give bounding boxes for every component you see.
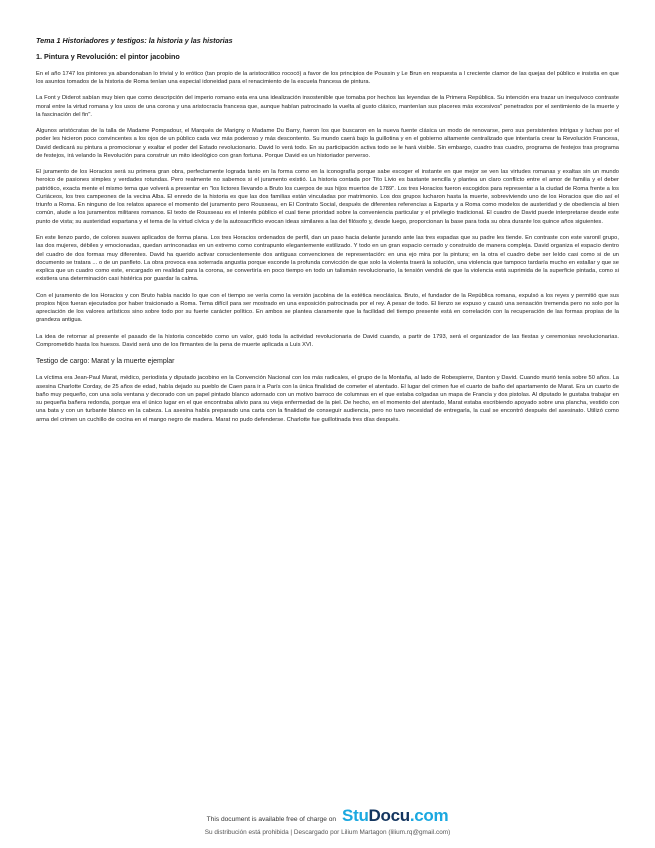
page-footer xyxy=(0,806,655,836)
document-title: Tema 1 Historiadores y testigos: la historia y las historias xyxy=(36,36,233,45)
section-heading: 1. Pintura y Revolución: el pintor jacobino xyxy=(36,52,180,62)
paragraph: El juramento de los Horacios será su primera gran obra, perfectamente lograda tanto en la forma como en la iconografía porque sabe escoger el instante en que mejor se ven las virtudes romanas y exaltas sin un mundo heroico de pasiones simples y verdades rotundas. Pero realmente no sabemos si el juramento existió. La historia contada por Tito Livio es bastante sencilla y plantea un claro conflicto entre el amor de familia y el deber patriótico, exacta mente el mismo tema que volverá a presentar en "los lictores llevando a Bruto los cuerpos de sus hijos muertos de 1789". Los tres Horacios fueron escogidos para representar a la ciudad de Roma frente a los Curiáceos, los tres campeones de la vecina Alba. El enredo de la historia es que las dos familias están vinculadas por matrimonio. Los dos grupos lucharon hasta la muerte, sobreviviendo uno de los Horacios que dio así el triunfo a Roma. En ninguno de los relatos aparece el momento del juramento pero Rousseau, en El Contrato Social, después de diferentes referencias a Esparta y a Roma como modelos de austeridad y de obediencia al bien común, alude a los juramentos militares romanos. El texto de Rousseau es el interés público el cual tiene prioridad sobre la conveniencia particular y el privilegio tradicional. El cuadro de David puede interpretarse desde este punto de vista; su austeridad espartana y el tema de la virtud cívica y de la autosacrificio evocan ideas similares a las del filósofo y, desde luego, proporcionan la base para toda su obra durante los quince años siguientes. xyxy=(36,169,619,225)
section-heading: Testigo de cargo: Marat y la muerte ejemplar xyxy=(36,358,175,366)
paragraph: Algunos aristócratas de la talla de Madame Pompadour, el Marqués de Marigny o Madame Du Barry, fueron los que buscaron en la nueva fuente clásica un modo de renovarse, pero sus persistentes intrigas y luchas por el poder les hicieron poco convincentes a los ojos de un público cada vez más poderoso y más descontento. Su mundo caerá bajo la guillotina y en el gobierno altamente centralizado que intentaría crear la Revolución Francesa, David dedicará su pintura a promocionar y exaltar el poder del Estado revolucionario. David lo verá todo. En su participación activa todo se le hará visible. Sin embargo, cuadro tras cuadro, programa de festejos tras programa de festejos, irá velando la Revolución para construir un mito ideológico con gran fortuna. Porque David es un historiador perverso. xyxy=(36,128,619,159)
brand-part: .com xyxy=(409,806,449,825)
footer-line xyxy=(207,806,449,826)
document-page xyxy=(36,36,619,432)
paragraph: En el año 1747 los pintores ya abandonaban lo trivial y lo erótico (tan propio de la aristocrático rococó) a favor de los principios de Poussin y Le Brun en respuesta a l creciente clamor de las quejas del público e insistia en que los asuntos tomados de la historia de Roma tenían una especial idoneidad para el renacimiento de la escuela francesa de pintura. xyxy=(36,70,619,85)
paragraph: La víctima era Jean-Paul Marat, médico, periodista y diputado jacobino en la Convención Nacional con los más radicales, el grupo de la Montaña, al lado de Robespierre, Danton y David. Cuando murió tenía sobre 50 años. La asesina Charlotte Corday, de 25 años de edad, había dejado su pueblo de Caen para ir a París con la única finalidad de cometer el atentado. El lugar del crimen fue el cuarto de baño del apartamento de Marat. Era un cuarto de baño muy pequeño, con una sola ventana y decorado con un papel pintado blanco adornado con un motivo barroco de columnas en el que estaba colgadas un mapa de Francia y dos pistolas. Al diputado le gustaba trabajar en su pequeña bañera redonda, porque era el único lugar en el que encontraba alivio para su vieja enfermedad de la piel. De hecho, en el momento del atentado, Marat estaba escribiendo apoyado sobre una plancha, vestido con una bata y con un turbante blanco en la cabeza. La asesina había preparado una carta con la finalidad de conseguir audiencia, pero no tuvo necesidad de entregarla, la cual se encontró después del asesinato. Utilizó como arma del crimen un cuchillo de cocina en el mango negro de madera. Marat no pudo defenderse. Charlotte fue guillotinada tres días después. xyxy=(36,375,619,423)
paragraph: En este lienzo pardo, de colores suaves aplicados de forma plana. Los tres Horacios ordenados de perfil, dan un paso hacia delante jurando ante las tres espadas que su padre les tiende. En contraste con este varonil grupo, las dos mujeres, débiles y emocionadas, quedan arrinconadas en un extremo como contrapunto elegantemente estilizado. Y todo en un gran espacio cerrado y construido de manera compleja. David organiza el espacio dentro del cuadro de dos formas muy diferentes. David ha querido activar conscientemente dos antiguas convenciones de representación: en una ejo mira por la pintura; en la otra el cuadro debe ser leído casi como si de un documento se tratara ... o de un panfleto. La obra provoca esa soterrada angustia porque esconde la profunda convicción de que solo la violenta traerá la solución, una violencia que tampoco tardaría mucho en estallar y que se explica que un cuadro como este, encargado en realidad para la corona, se convertiría en poco tiempo en todo un talismán revolucionario, la tensión vendrá de que la violencia está suprimida de la superficie pintada, como si existiera una determinación casi histérica por guardar la calma. xyxy=(36,234,619,283)
paragraph: La idea de retornar al presente el pasado de la historia concebido como un valor, guió toda la actividad revolucionaria de David cuando, a partir de 1793, será el organizador de las fiestas y ceremonias revolucionarias. Comprometido hasta los huesos. David será uno de los firmantes de la pena de muerte aplicada a Luis XVI. xyxy=(36,333,619,348)
studocu-logo-link[interactable] xyxy=(342,806,448,826)
brand-part: Stu xyxy=(342,806,369,825)
paragraph: Con el juramento de los Horacios y con Bruto había nacido lo que con el tiempo se vería como la versión jacobina de la estética neoclásica. Bruto, el fundador de la República romana, expulsó a los reyes y permitió que sus propios hijos fueran ejecutados por haber traicionado a Roma. Tema difícil para ser mostrado en una exposición patrocinada por el rey. A pesar de todo. El lienzo se expuso y causó una sensación tremenda pero no solo por la apreciación de los valores artísticos sino sobre todo por su fuerte carácter político. En ambos se plantea claramente que la facilidad del tiempo presente está en correlación con la recuperación de las formas propias de la grandeza antigua. xyxy=(36,292,619,324)
paragraph: La Font y Diderot sabían muy bien que como descripción del imperio romano esta era una idealización insostenible que tomaba por hechos las leyendas de la Primera República. Su intención era trazar un inequívoco contraste moral entre la virtud romana y los usos de una corona y una aristocracia francesa que, aunque habían patrocinado la vuelta al gusto clásico, mantenían sus placeres más excesivos" penetrados por el sentimiento de la muerte y la fascinación del fin". xyxy=(36,95,619,118)
brand-part: Docu xyxy=(368,806,410,825)
footer-distribution-note: Su distribución está prohibida | Descargado por Lilium Martagon (lilium.rq@gmail.com) xyxy=(204,829,451,836)
footer-note: This document is available free of charge on xyxy=(206,816,337,823)
